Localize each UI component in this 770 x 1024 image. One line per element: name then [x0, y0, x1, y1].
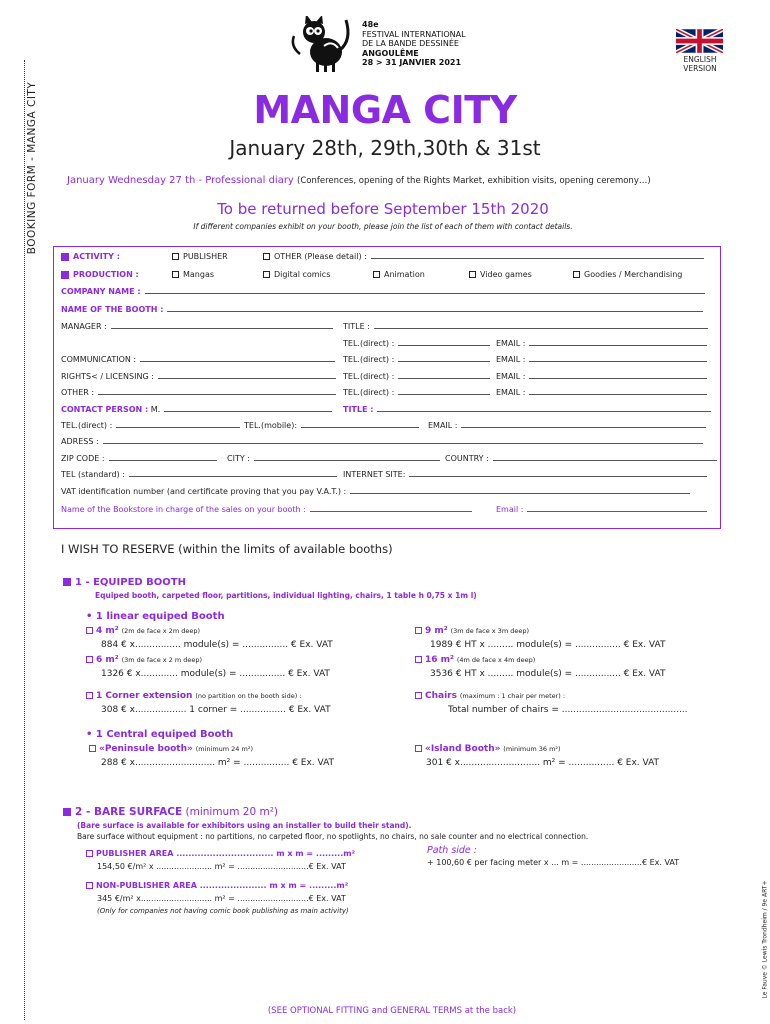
festival-edition: 48e: [362, 20, 379, 29]
bookstore-email: [496, 505, 707, 514]
credit: Le Fauve © Lewis Trondheim / 9e ART+: [761, 880, 769, 999]
contact-title-field[interactable]: [377, 405, 711, 412]
email-field[interactable]: [529, 388, 707, 395]
other-tel: [343, 388, 490, 397]
email-field[interactable]: [529, 339, 707, 346]
path-side-price: + 100,60 € per facing meter x ... m = ........................€ Ex. VAT: [427, 858, 680, 867]
production-mangas[interactable]: [172, 270, 214, 279]
communication-row: [61, 355, 335, 364]
checkbox-icon[interactable]: [86, 656, 93, 663]
booth-name-field[interactable]: [167, 305, 703, 312]
communication-field[interactable]: [140, 355, 335, 362]
manager-field[interactable]: [111, 322, 333, 329]
checkbox-icon[interactable]: [172, 253, 179, 260]
title-label: TITLE :: [343, 322, 370, 331]
booth-9m2-size: 9 m²: [425, 626, 448, 636]
peninsula-label: «Peninsule booth»: [99, 744, 193, 754]
city: [227, 454, 440, 463]
rights-field[interactable]: [158, 372, 336, 379]
email-field[interactable]: [529, 355, 707, 362]
email-label: EMAIL :: [428, 421, 458, 430]
manager-row: [61, 322, 333, 331]
contact-person-label: CONTACT PERSON :: [61, 405, 149, 414]
tel-label: TEL.(direct) :: [343, 355, 395, 364]
corner-extension[interactable]: [86, 691, 302, 701]
publisher-label: PUBLISHER: [183, 252, 228, 261]
booth-16m2-size: 16 m²: [425, 655, 454, 665]
festival-city: ANGOULÊME: [362, 48, 419, 58]
checkbox-icon[interactable]: [415, 656, 422, 663]
central-booth-title: • 1 Central equiped Booth: [86, 729, 234, 740]
comm-email: [496, 355, 707, 364]
section1-title-text: 1 - EQUIPED BOOTH: [75, 577, 187, 588]
title-field[interactable]: [374, 322, 708, 329]
rights-label: RIGHTS< / LICENSING :: [61, 372, 154, 381]
website-field[interactable]: [409, 470, 707, 477]
email-label: EMAIL :: [496, 372, 526, 381]
bookstore-row: [61, 505, 472, 514]
peninsula-price: 288 € x............................ m² = ................ € Ex. VAT: [101, 758, 335, 768]
checkbox-icon[interactable]: [373, 271, 380, 278]
bookstore-email-label: Email :: [496, 505, 524, 514]
bullet-icon: [63, 578, 71, 586]
section1-desc: Equiped booth, carpeted floor, partitions, individual lighting, chairs, 1 table h 0,75 x 1m l): [95, 591, 477, 600]
manager-tel: [343, 339, 490, 348]
website-label: INTERNET SITE:: [343, 470, 406, 479]
nonpublisher-area-label: NON-PUBLISHER AREA ...................... m x m = .........m²: [96, 881, 349, 890]
digital-label: Digital comics: [274, 270, 331, 279]
tel-label: TEL.(direct) :: [343, 372, 395, 381]
booth-6m2-size: 6 m²: [96, 655, 119, 665]
island-label: «Island Booth»: [425, 744, 501, 754]
bullet-icon: [61, 253, 69, 261]
pro-day: [67, 175, 651, 186]
peninsula-booth[interactable]: [89, 744, 253, 754]
path-side-label: Path side :: [427, 845, 478, 856]
section2-note1: (Bare surface is available for exhibitors using an installer to build their stand).: [77, 821, 412, 830]
activity-other[interactable]: [263, 252, 704, 261]
company-name-label: COMPANY NAME :: [61, 287, 141, 296]
address-label: ADRESS :: [61, 437, 99, 446]
activity-label: ACTIVITY :: [73, 252, 120, 261]
contact-title-label: TITLE :: [343, 405, 374, 414]
booth-note: If different companies exhibit on your booth, please join the list of each of them with contact details.: [193, 222, 573, 231]
nonpublisher-price: 345 €/m² x............................ m² = ............................€ Ex. VAT: [97, 894, 346, 903]
booth-6m2[interactable]: [86, 655, 202, 665]
checkbox-icon[interactable]: [415, 745, 422, 752]
vat-field[interactable]: [350, 487, 690, 494]
festival-logo: [290, 16, 360, 74]
address-row: [61, 437, 703, 446]
booth-4m2-price: 884 € x................ module(s) = ................ € Ex. VAT: [101, 640, 333, 650]
email-label: EMAIL :: [496, 339, 526, 348]
country: [445, 454, 717, 463]
side-label: BOOKING FORM - MANGA CITY: [26, 78, 38, 258]
other-label: OTHER :: [61, 388, 95, 397]
booth-name-row: [61, 305, 703, 314]
email-label: EMAIL :: [496, 355, 526, 364]
tel-field[interactable]: [398, 372, 490, 379]
pro-day-detail: (Conferences, opening of the Rights Market, exhibition visits, opening ceremony…): [297, 176, 651, 186]
country-label: COUNTRY :: [445, 454, 489, 463]
chairs-total: Total number of chairs = ............................................: [448, 705, 688, 715]
company-name-row: [61, 287, 705, 296]
company-name-field[interactable]: [145, 287, 705, 294]
booth-9m2[interactable]: [415, 626, 529, 636]
tel-label: TEL.(direct) :: [343, 388, 395, 397]
activity-publisher[interactable]: [172, 252, 228, 261]
website: [343, 470, 707, 479]
publisher-price: 154,50 €/m² x ...................... m² = ............................€ Ex. VAT: [97, 862, 346, 871]
festival-info: [362, 20, 466, 68]
address-field[interactable]: [103, 437, 703, 444]
videogames-label: Video games: [480, 270, 532, 279]
chairs-label: Chairs: [425, 691, 457, 701]
checkbox-icon[interactable]: [573, 271, 580, 278]
language-label: [672, 55, 728, 73]
checkbox-icon[interactable]: [263, 253, 270, 260]
checkbox-icon[interactable]: [415, 627, 422, 634]
page-title: MANGA CITY: [253, 88, 517, 132]
section2-title-text: 2 - BARE SURFACE: [75, 806, 183, 818]
production-animation[interactable]: [373, 270, 425, 279]
nonpublisher-note: (Only for companies not having comic book publishing as main activity): [97, 907, 349, 915]
linear-booth-title: • 1 linear equiped Booth: [86, 611, 225, 622]
checkbox-icon[interactable]: [263, 271, 270, 278]
contact-person-row: [61, 405, 332, 414]
uk-flag-icon: [676, 29, 723, 53]
section2-min: (minimum 20 m²): [185, 806, 279, 818]
booth-16m2-dim: (4m de face x 4m deep): [456, 656, 536, 664]
corner-dim: (no partition on the booth side) :: [195, 692, 302, 700]
rights-email: [496, 372, 707, 381]
other-detail-label: OTHER (Please detail) :: [274, 252, 367, 261]
checkbox-icon[interactable]: [89, 745, 96, 752]
event-dates: January 28th, 29th,30th & 31st: [229, 136, 541, 160]
animation-label: Animation: [384, 270, 425, 279]
island-price: 301 € x............................ m² = ................ € Ex. VAT: [426, 758, 660, 768]
checkbox-icon[interactable]: [86, 850, 93, 857]
checkbox-icon[interactable]: [172, 271, 179, 278]
vat-label: VAT identification number (and certificate proving that you pay V.A.T.) :: [61, 487, 347, 496]
country-field[interactable]: [493, 454, 717, 461]
communication-label: COMMUNICATION :: [61, 355, 137, 364]
production-goodies[interactable]: [573, 270, 682, 279]
checkbox-icon[interactable]: [86, 627, 93, 634]
email-field[interactable]: [461, 421, 706, 428]
zip-field[interactable]: [109, 454, 217, 461]
corner-label: 1 Corner extension: [96, 691, 193, 701]
bullet-icon: [61, 271, 69, 279]
contact-m: M.: [150, 405, 161, 414]
city-field[interactable]: [254, 454, 440, 461]
zip-row: [61, 454, 217, 463]
chairs-dim: (maximum : 1 chair per meter) :: [459, 692, 566, 700]
nonpublisher-area[interactable]: [86, 881, 348, 890]
reserve-heading: I WISH TO RESERVE (within the limits of available booths): [61, 542, 393, 556]
section2-note2: Bare surface without equipment : no partitions, no carpeted floor, no spotlights, no chairs, no sale counter and no electrical connection.: [77, 832, 589, 841]
section2-title: [63, 806, 278, 818]
booth-9m2-price: 1989 € HT x ......... module(s) = ................ € Ex. VAT: [430, 640, 666, 650]
tel-label: TEL.(direct) :: [61, 421, 113, 430]
pro-day-label: January Wednesday 27 th - Professional diary: [67, 175, 294, 186]
activity-row: [61, 252, 120, 261]
tel-standard-row: [61, 470, 337, 479]
festival-name-2: DE LA BANDE DESSINÉE: [362, 39, 459, 48]
booth-9m2-dim: (3m de face x 3m deep): [450, 627, 529, 635]
publisher-area-label: PUBLISHER AREA ................................ m x m = .........m²: [96, 849, 356, 858]
production-videogames[interactable]: [469, 270, 532, 279]
booth-6m2-dim: (3m de face x 2 m deep): [121, 656, 203, 664]
production-label: PRODUCTION :: [73, 270, 139, 279]
manager-email: [496, 339, 707, 348]
corner-price: 308 € x.................. 1 corner = ................ € Ex. VAT: [101, 705, 331, 715]
tel-label: TEL.(direct) :: [343, 339, 395, 348]
checkbox-icon[interactable]: [469, 271, 476, 278]
booth-6m2-price: 1326 € x............. module(s) = ................ € Ex. VAT: [101, 669, 330, 679]
island-dim: (minimum 36 m²): [503, 745, 561, 753]
manager-title: [343, 322, 708, 331]
production-digital[interactable]: [263, 270, 330, 279]
contact-title: [343, 405, 711, 414]
section1-title: [63, 577, 186, 588]
vat-row: [61, 487, 690, 496]
other-email: [496, 388, 707, 397]
bookstore-field[interactable]: [310, 505, 472, 512]
chairs[interactable]: [415, 691, 565, 701]
rights-tel: [343, 372, 490, 381]
other-field[interactable]: [98, 388, 336, 395]
tel-field[interactable]: [398, 355, 490, 362]
tel-field[interactable]: [116, 421, 240, 428]
contact-tel-row: [61, 421, 240, 430]
rights-row: [61, 372, 336, 381]
bullet-icon: [63, 808, 71, 816]
island-booth[interactable]: [415, 744, 561, 754]
language-line2: VERSION: [683, 64, 717, 73]
checkbox-icon[interactable]: [86, 692, 93, 699]
publisher-area[interactable]: [86, 849, 355, 858]
return-deadline: To be returned before September 15th 2020: [217, 200, 549, 218]
festival-name-1: FESTIVAL INTERNATIONAL: [362, 29, 466, 39]
city-label: CITY :: [227, 454, 250, 463]
booth-4m2[interactable]: [86, 626, 200, 636]
tel-field[interactable]: [398, 339, 490, 346]
peninsula-dim: (minimum 24 m²): [195, 745, 253, 753]
zip-label: ZIP CODE :: [61, 454, 105, 463]
bookstore-email-field[interactable]: [527, 505, 707, 512]
tel-standard-label: TEL (standard) :: [61, 470, 125, 479]
tel-standard-field[interactable]: [129, 470, 337, 477]
mobile-field[interactable]: [301, 421, 419, 428]
contact-email: [428, 421, 706, 430]
contact-mobile: [244, 421, 419, 430]
checkbox-icon[interactable]: [415, 692, 422, 699]
booth-name-label: NAME OF THE BOOTH :: [61, 305, 164, 314]
other-detail-field[interactable]: [371, 252, 704, 259]
contact-person-field[interactable]: [164, 405, 332, 412]
production-row: [61, 270, 139, 279]
festival-dates: 28 > 31 JANVIER 2021: [362, 58, 462, 67]
goodies-label: Goodies / Merchandising: [584, 270, 683, 279]
email-field[interactable]: [529, 372, 707, 379]
mobile-label: TEL.(mobile):: [244, 421, 298, 430]
comm-tel: [343, 355, 490, 364]
other-row: [61, 388, 336, 397]
booth-4m2-size: 4 m²: [96, 626, 119, 636]
email-label: EMAIL :: [496, 388, 526, 397]
mangas-label: Mangas: [183, 270, 215, 279]
booth-4m2-dim: (2m de face x 2m deep): [121, 627, 200, 635]
booth-16m2-price: 3536 € HT x ......... module(s) = ................ € Ex. VAT: [430, 669, 666, 679]
manager-label: MANAGER :: [61, 322, 107, 331]
bookstore-label: Name of the Bookstore in charge of the sales on your booth :: [61, 505, 306, 514]
language-line1: ENGLISH: [683, 55, 717, 64]
tel-field[interactable]: [398, 388, 490, 395]
booth-16m2[interactable]: [415, 655, 535, 665]
checkbox-icon[interactable]: [86, 882, 93, 889]
footer-note: (SEE OPTIONAL FITTING and GENERAL TERMS at the back): [267, 1006, 517, 1016]
